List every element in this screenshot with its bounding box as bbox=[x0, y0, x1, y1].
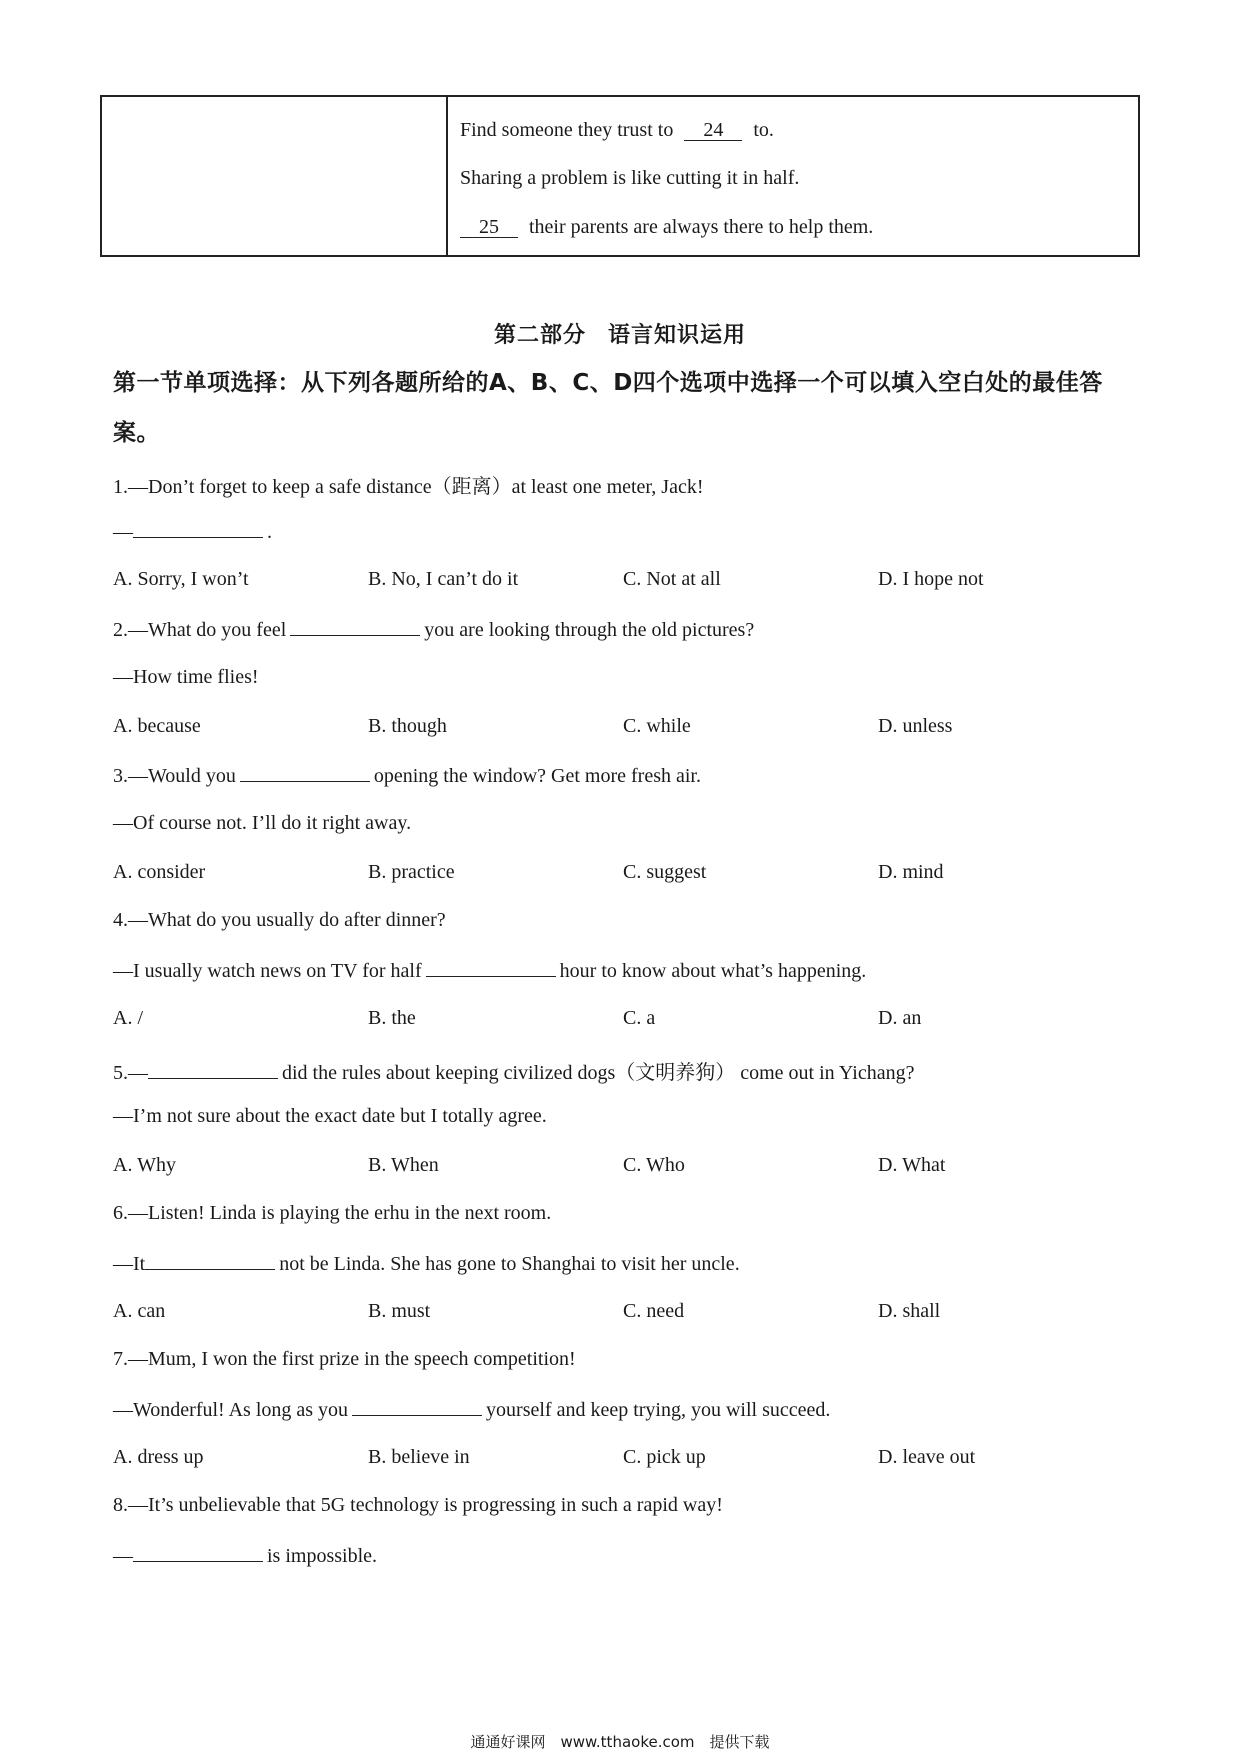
option-6-d[interactable]: D. shall bbox=[878, 1300, 941, 1322]
options-2 bbox=[113, 715, 1133, 738]
answer-blank-5[interactable] bbox=[148, 1060, 278, 1079]
section-title: 第二部分 语言知识运用 bbox=[493, 323, 747, 348]
reading-table bbox=[100, 95, 1140, 257]
option-4-c[interactable]: C. a bbox=[623, 1007, 656, 1029]
question-1: 1.—Don’t forget to keep a safe distance（距离）at least one meter, Jack! bbox=[113, 476, 704, 498]
answer-blank-7[interactable] bbox=[352, 1397, 482, 1416]
options-3 bbox=[113, 861, 1133, 884]
answer-blank-8[interactable] bbox=[133, 1543, 263, 1562]
answer-blank-3[interactable] bbox=[240, 763, 370, 782]
option-5-a[interactable]: A. Why bbox=[113, 1154, 176, 1176]
response-7: —Wonderful! As long as you yourself and keep trying, you will succeed. bbox=[113, 1399, 831, 1421]
question-5: 5.— did the rules about keeping civilized dogs（文明养狗） come out in Yichang? bbox=[113, 1062, 915, 1084]
section-instruction: 第一节单项选择：从下列各题所给的A、B、C、D四个选项中选择一个可以填入空白处的最佳答案。 bbox=[113, 370, 1103, 446]
response-5: —I’m not sure about the exact date but I totally agree. bbox=[113, 1105, 547, 1127]
question-4: 4.—What do you usually do after dinner? bbox=[113, 909, 446, 931]
answer-blank-6[interactable] bbox=[145, 1251, 275, 1270]
answer-blank-4[interactable] bbox=[426, 958, 556, 977]
option-2-d[interactable]: D. unless bbox=[878, 715, 953, 737]
option-1-b[interactable]: B. No, I can’t do it bbox=[368, 568, 519, 590]
option-7-d[interactable]: D. leave out bbox=[878, 1446, 976, 1468]
option-3-c[interactable]: C. suggest bbox=[623, 861, 707, 883]
option-6-c[interactable]: C. need bbox=[623, 1300, 685, 1322]
option-4-b[interactable]: B. the bbox=[368, 1007, 416, 1029]
option-2-a[interactable]: A. because bbox=[113, 715, 201, 737]
response-4: —I usually watch news on TV for half hour to know about what’s happening. bbox=[113, 960, 867, 982]
table-left-cell bbox=[102, 97, 448, 255]
option-3-b[interactable]: B. practice bbox=[368, 861, 455, 883]
option-1-d[interactable]: D. I hope not bbox=[878, 568, 984, 590]
table-line-3: 25 their parents are always there to help them. bbox=[460, 216, 873, 239]
option-7-c[interactable]: C. pick up bbox=[623, 1446, 706, 1468]
table-line-2: Sharing a problem is like cutting it in half. bbox=[460, 167, 800, 189]
option-1-a[interactable]: A. Sorry, I won’t bbox=[113, 568, 249, 590]
question-8: 8.—It’s unbelievable that 5G technology is progressing in such a rapid way! bbox=[113, 1494, 723, 1516]
question-7: 7.—Mum, I won the first prize in the speech competition! bbox=[113, 1348, 576, 1370]
question-3: 3.—Would you opening the window? Get more fresh air. bbox=[113, 765, 701, 787]
options-7 bbox=[113, 1446, 1133, 1469]
options-4 bbox=[113, 1007, 1133, 1030]
response-8: — is impossible. bbox=[113, 1545, 378, 1567]
option-7-b[interactable]: B. believe in bbox=[368, 1446, 470, 1468]
option-2-b[interactable]: B. though bbox=[368, 715, 447, 737]
option-4-a[interactable]: A. / bbox=[113, 1007, 143, 1029]
question-6: 6.—Listen! Linda is playing the erhu in the next room. bbox=[113, 1202, 552, 1224]
option-6-a[interactable]: A. can bbox=[113, 1300, 166, 1322]
option-5-d[interactable]: D. What bbox=[878, 1154, 946, 1176]
option-2-c[interactable]: C. while bbox=[623, 715, 691, 737]
answer-blank-1[interactable] bbox=[133, 519, 263, 538]
option-3-d[interactable]: D. mind bbox=[878, 861, 944, 883]
response-3: —Of course not. I’ll do it right away. bbox=[113, 812, 412, 834]
response-2: —How time flies! bbox=[113, 666, 259, 688]
option-6-b[interactable]: B. must bbox=[368, 1300, 431, 1322]
options-5 bbox=[113, 1154, 1133, 1177]
response-6: —It not be Linda. She has gone to Shanghai to visit her uncle. bbox=[113, 1253, 740, 1275]
option-1-c[interactable]: C. Not at all bbox=[623, 568, 721, 590]
option-5-c[interactable]: C. Who bbox=[623, 1154, 685, 1176]
page-footer: 通通好课网 www.tthaoke.com 提供下载 bbox=[470, 1733, 770, 1751]
table-right-cell bbox=[448, 97, 1138, 255]
options-1 bbox=[113, 568, 1133, 591]
blank-24[interactable]: 24 bbox=[684, 120, 742, 141]
option-4-d[interactable]: D. an bbox=[878, 1007, 922, 1029]
option-5-b[interactable]: B. When bbox=[368, 1154, 439, 1176]
option-7-a[interactable]: A. dress up bbox=[113, 1446, 204, 1468]
answer-blank-2[interactable] bbox=[290, 617, 420, 636]
question-2: 2.—What do you feel you are looking through the old pictures? bbox=[113, 619, 755, 641]
blank-25[interactable]: 25 bbox=[460, 217, 518, 238]
table-line-1: Find someone they trust to 24 to. bbox=[460, 119, 774, 141]
options-6 bbox=[113, 1300, 1133, 1323]
option-3-a[interactable]: A. consider bbox=[113, 861, 206, 883]
response-1: — . bbox=[113, 521, 272, 543]
